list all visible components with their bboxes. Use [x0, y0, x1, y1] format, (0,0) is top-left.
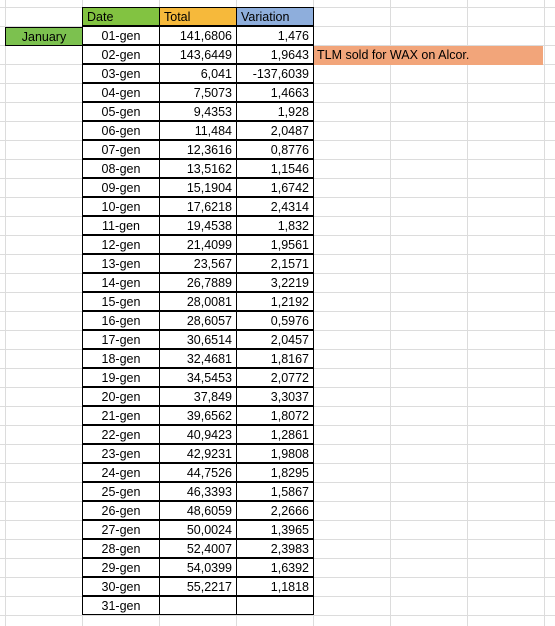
total-cell[interactable]: 37,849: [159, 387, 237, 406]
total-cell[interactable]: 143,6449: [159, 45, 237, 64]
total-cell[interactable]: 7,5073: [159, 83, 237, 102]
date-cell[interactable]: 23-gen: [82, 444, 160, 463]
total-cell[interactable]: 39,6562: [159, 406, 237, 425]
date-cell[interactable]: 20-gen: [82, 387, 160, 406]
total-cell[interactable]: 32,4681: [159, 349, 237, 368]
date-cell[interactable]: 06-gen: [82, 121, 160, 140]
total-cell[interactable]: 44,7526: [159, 463, 237, 482]
variation-cell[interactable]: 1,2192: [236, 292, 314, 311]
variation-cell[interactable]: -137,6039: [236, 64, 314, 83]
date-cell[interactable]: 16-gen: [82, 311, 160, 330]
date-cell[interactable]: 29-gen: [82, 558, 160, 577]
date-cell[interactable]: 01-gen: [82, 26, 160, 45]
date-cell[interactable]: 15-gen: [82, 292, 160, 311]
date-cell[interactable]: 10-gen: [82, 197, 160, 216]
variation-cell[interactable]: 0,8776: [236, 140, 314, 159]
total-cell[interactable]: 11,484: [159, 121, 237, 140]
variation-cell[interactable]: 1,476: [236, 26, 314, 45]
total-cell[interactable]: 12,3616: [159, 140, 237, 159]
date-cell[interactable]: 14-gen: [82, 273, 160, 292]
variation-cell[interactable]: 3,2219: [236, 273, 314, 292]
date-cell[interactable]: 27-gen: [82, 520, 160, 539]
variation-cell[interactable]: [236, 596, 314, 615]
variation-cell[interactable]: 1,6392: [236, 558, 314, 577]
date-cell[interactable]: 31-gen: [82, 596, 160, 615]
variation-cell[interactable]: 2,0772: [236, 368, 314, 387]
variation-cell[interactable]: 1,4663: [236, 83, 314, 102]
date-cell[interactable]: 21-gen: [82, 406, 160, 425]
date-cell[interactable]: 26-gen: [82, 501, 160, 520]
total-cell[interactable]: 28,0081: [159, 292, 237, 311]
variation-cell[interactable]: 1,3965: [236, 520, 314, 539]
total-cell[interactable]: 9,4353: [159, 102, 237, 121]
variation-cell[interactable]: 2,0457: [236, 330, 314, 349]
date-cell[interactable]: 22-gen: [82, 425, 160, 444]
date-cell[interactable]: 24-gen: [82, 463, 160, 482]
total-cell[interactable]: [159, 596, 237, 615]
date-cell[interactable]: 30-gen: [82, 577, 160, 596]
date-cell[interactable]: 04-gen: [82, 83, 160, 102]
date-cell[interactable]: 17-gen: [82, 330, 160, 349]
variation-cell[interactable]: 1,8072: [236, 406, 314, 425]
variation-cell[interactable]: 1,9643: [236, 45, 314, 64]
variation-cell[interactable]: 1,8295: [236, 463, 314, 482]
variation-cell[interactable]: 1,832: [236, 216, 314, 235]
variation-cell[interactable]: 2,1571: [236, 254, 314, 273]
total-cell[interactable]: 13,5162: [159, 159, 237, 178]
note-cell[interactable]: TLM sold for WAX on Alcor.: [313, 46, 543, 65]
total-cell[interactable]: 15,1904: [159, 178, 237, 197]
variation-cell[interactable]: 2,3983: [236, 539, 314, 558]
date-cell[interactable]: 11-gen: [82, 216, 160, 235]
variation-cell[interactable]: 1,1818: [236, 577, 314, 596]
date-cell[interactable]: 12-gen: [82, 235, 160, 254]
variation-cell[interactable]: 1,6742: [236, 178, 314, 197]
variation-cell[interactable]: 2,2666: [236, 501, 314, 520]
date-cell[interactable]: 19-gen: [82, 368, 160, 387]
total-cell[interactable]: 55,2217: [159, 577, 237, 596]
variation-cell[interactable]: 1,1546: [236, 159, 314, 178]
month-label-cell[interactable]: January: [5, 27, 83, 46]
total-cell[interactable]: 6,041: [159, 64, 237, 83]
variation-cell[interactable]: 2,0487: [236, 121, 314, 140]
date-cell[interactable]: 28-gen: [82, 539, 160, 558]
date-cell[interactable]: 08-gen: [82, 159, 160, 178]
total-cell[interactable]: 19,4538: [159, 216, 237, 235]
header-date[interactable]: Date: [82, 7, 160, 26]
total-cell[interactable]: 50,0024: [159, 520, 237, 539]
variation-cell[interactable]: 1,5867: [236, 482, 314, 501]
variation-cell[interactable]: 1,8167: [236, 349, 314, 368]
header-variation[interactable]: Variation: [236, 7, 314, 26]
variation-cell[interactable]: 1,9561: [236, 235, 314, 254]
variation-cell[interactable]: 0,5976: [236, 311, 314, 330]
date-cell[interactable]: 03-gen: [82, 64, 160, 83]
total-cell[interactable]: 54,0399: [159, 558, 237, 577]
date-cell[interactable]: 09-gen: [82, 178, 160, 197]
total-cell[interactable]: 42,9231: [159, 444, 237, 463]
date-cell[interactable]: 18-gen: [82, 349, 160, 368]
total-cell[interactable]: 26,7889: [159, 273, 237, 292]
total-cell[interactable]: 17,6218: [159, 197, 237, 216]
header-total[interactable]: Total: [159, 7, 237, 26]
date-cell[interactable]: 25-gen: [82, 482, 160, 501]
total-cell[interactable]: 30,6514: [159, 330, 237, 349]
total-cell[interactable]: 28,6057: [159, 311, 237, 330]
date-cell[interactable]: 05-gen: [82, 102, 160, 121]
variation-cell[interactable]: 1,2861: [236, 425, 314, 444]
variation-cell[interactable]: 1,9808: [236, 444, 314, 463]
date-cell[interactable]: 07-gen: [82, 140, 160, 159]
total-cell[interactable]: 21,4099: [159, 235, 237, 254]
total-cell[interactable]: 141,6806: [159, 26, 237, 45]
total-cell[interactable]: 46,3393: [159, 482, 237, 501]
total-cell[interactable]: 34,5453: [159, 368, 237, 387]
variation-cell[interactable]: 1,928: [236, 102, 314, 121]
date-cell[interactable]: 13-gen: [82, 254, 160, 273]
total-cell[interactable]: 52,4007: [159, 539, 237, 558]
variation-cell[interactable]: 3,3037: [236, 387, 314, 406]
total-cell[interactable]: 23,567: [159, 254, 237, 273]
variation-cell[interactable]: 2,4314: [236, 197, 314, 216]
total-cell[interactable]: 48,6059: [159, 501, 237, 520]
total-cell[interactable]: 40,9423: [159, 425, 237, 444]
date-cell[interactable]: 02-gen: [82, 45, 160, 64]
